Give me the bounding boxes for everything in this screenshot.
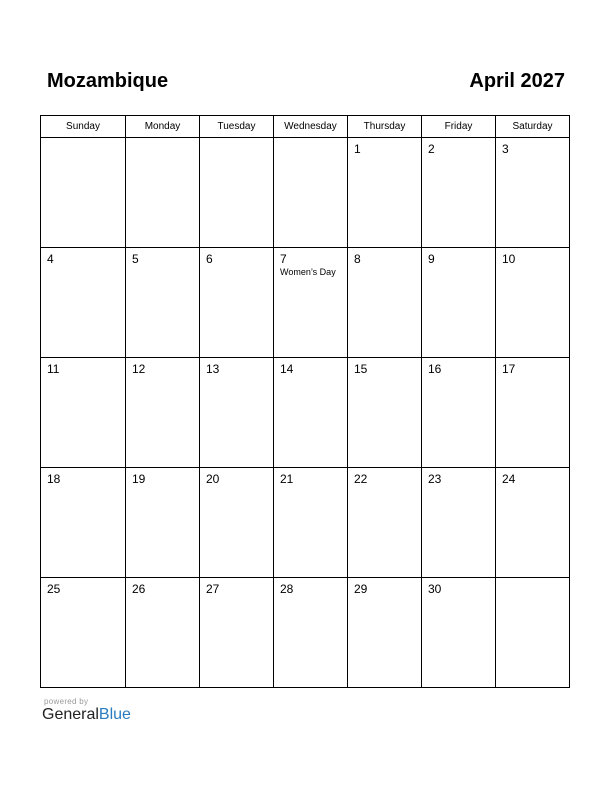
day-number: 10 — [502, 252, 516, 266]
week-row — [41, 358, 569, 468]
day-number: 27 — [206, 582, 220, 596]
day-cell — [41, 358, 126, 467]
day-number: 2 — [428, 142, 435, 156]
day-number: 14 — [280, 362, 294, 376]
day-cell — [274, 358, 348, 467]
day-number: 28 — [280, 582, 294, 596]
day-cell — [496, 138, 569, 247]
day-cell — [348, 248, 422, 357]
day-cell — [496, 358, 569, 467]
day-number: 11 — [47, 362, 60, 376]
day-cell — [422, 138, 496, 247]
day-number: 21 — [280, 472, 294, 486]
day-number: 17 — [502, 362, 516, 376]
day-cell — [496, 248, 569, 357]
day-number: 30 — [428, 582, 442, 596]
month-title: April 2027 — [469, 70, 565, 92]
weekday-monday: Monday — [126, 116, 200, 137]
footer-branding — [42, 697, 131, 724]
day-number: 26 — [132, 582, 146, 596]
day-number: 9 — [428, 252, 435, 266]
day-cell — [274, 578, 348, 687]
week-row — [41, 578, 569, 687]
day-cell — [422, 578, 496, 687]
day-number: 5 — [132, 252, 139, 266]
weekday-thursday: Thursday — [348, 116, 422, 137]
day-cell — [126, 468, 200, 577]
country-title: Mozambique — [47, 70, 169, 92]
generalblue-logo[interactable] — [42, 706, 131, 724]
day-number: 12 — [132, 362, 146, 376]
day-number: 16 — [428, 362, 442, 376]
day-number: 6 — [206, 252, 213, 266]
weekday-saturday: Saturday — [512, 121, 553, 132]
day-number: 20 — [206, 472, 220, 486]
day-cell — [348, 578, 422, 687]
powered-by-text: powered by — [44, 697, 89, 706]
day-cell — [126, 248, 200, 357]
week-row — [41, 138, 569, 248]
day-cell — [422, 358, 496, 467]
day-cell — [348, 358, 422, 467]
day-number: 23 — [428, 472, 442, 486]
day-cell — [200, 358, 274, 467]
day-cell — [200, 468, 274, 577]
day-number: 8 — [354, 252, 361, 266]
week-row — [41, 248, 569, 358]
weekday-wednesday: Wednesday — [274, 116, 348, 137]
day-cell — [41, 578, 126, 687]
day-cell — [348, 138, 422, 247]
day-cell — [126, 138, 200, 247]
day-number: 1 — [354, 142, 361, 156]
brand-blue: Blue — [98, 706, 131, 723]
day-number: 13 — [206, 362, 220, 376]
day-cell — [200, 248, 274, 357]
day-cell — [126, 358, 200, 467]
day-cell — [422, 248, 496, 357]
day-cell — [274, 248, 348, 357]
day-cell — [41, 468, 126, 577]
day-cell — [496, 578, 569, 687]
day-number: 3 — [502, 142, 509, 156]
day-cell — [200, 138, 274, 247]
day-cell — [126, 578, 200, 687]
day-number: 24 — [502, 472, 516, 486]
day-cell — [200, 578, 274, 687]
holiday-label: Women’s Day — [280, 267, 336, 277]
calendar-header — [47, 70, 565, 100]
day-number: 18 — [47, 472, 61, 486]
day-number: 15 — [354, 362, 368, 376]
day-number: 29 — [354, 582, 368, 596]
day-cell — [274, 468, 348, 577]
day-cell — [422, 468, 496, 577]
day-cell — [496, 468, 569, 577]
day-number: 7 — [280, 252, 287, 266]
weekday-sunday: Sunday — [41, 116, 126, 137]
day-number: 19 — [132, 472, 146, 486]
day-number: 4 — [47, 252, 54, 266]
day-cell — [274, 138, 348, 247]
brand-general: General — [42, 706, 99, 723]
weekday-tuesday: Tuesday — [200, 116, 274, 137]
calendar-grid — [40, 115, 570, 688]
weekday-friday: Friday — [422, 116, 496, 137]
day-number: 22 — [354, 472, 368, 486]
week-row — [41, 468, 569, 578]
day-cell — [41, 138, 126, 247]
day-cell — [348, 468, 422, 577]
day-cell — [41, 248, 126, 357]
day-number: 25 — [47, 582, 61, 596]
weekday-header-row — [41, 116, 569, 138]
